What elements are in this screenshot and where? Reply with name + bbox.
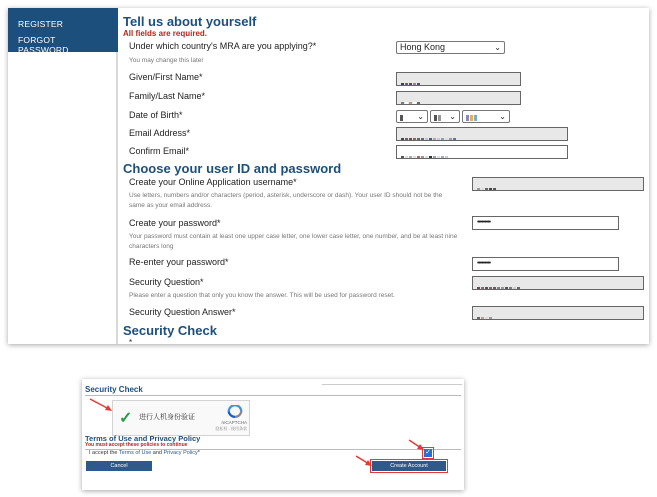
divider [85, 395, 461, 396]
redacted-value [401, 76, 421, 82]
cancel-button[interactable]: Cancel [86, 461, 152, 471]
account-title: Choose your user ID and password [123, 161, 342, 176]
accept-terms-text [89, 450, 200, 456]
country-question-label: Under which country's MRA are you applying?* [129, 41, 317, 51]
country-select-value: Hong Kong [400, 42, 446, 52]
privacy-policy-link[interactable]: Privacy Policy [163, 450, 198, 456]
form-content [120, 8, 649, 344]
given-name-input[interactable] [396, 72, 521, 86]
required-note: All fields are required. [123, 29, 208, 38]
registration-form-panel [8, 8, 649, 344]
create-account-button[interactable]: Create Account [372, 461, 446, 471]
about-title: Tell us about yourself [123, 14, 257, 29]
reenter-password-label: Re-enter your password* [129, 257, 229, 267]
security-answer-input[interactable] [472, 306, 644, 320]
terms-of-use-link[interactable]: Terms of Use [118, 450, 152, 456]
password-value: ••••••••• [477, 219, 491, 226]
recaptcha-terms: 隐私权 - 使用条款 [215, 426, 247, 431]
sidebar-item-register[interactable]: REGISTER [18, 19, 64, 29]
password-input[interactable] [472, 216, 619, 230]
recaptcha-logo-icon [226, 405, 244, 418]
username-hint: Use letters, numbers and/or characters (period, asterisk, underscore or dash). Your user ID should not be the same as your email address. [129, 192, 443, 210]
security-question-hint: Please enter a question that only you know the answer. This will be used for password reset. [129, 292, 395, 299]
chevron-down-icon: ⌄ [494, 43, 501, 52]
family-name-input[interactable] [396, 91, 521, 105]
redacted-value [477, 310, 493, 316]
red-arrow-icon [88, 397, 114, 413]
chevron-down-icon: ⌄ [449, 112, 456, 121]
dob-label: Date of Birth* [129, 110, 183, 120]
accept-terms-checkbox[interactable]: ✓ [425, 449, 431, 456]
reenter-password-value: ••••••••• [477, 260, 491, 267]
sidebar-item-forgot-password[interactable]: FORGOT PASSWORD [18, 35, 69, 55]
redacted-value [400, 113, 404, 119]
recaptcha-widget[interactable] [112, 400, 250, 436]
redacted-value [401, 131, 457, 137]
security-check-asterisk: * [129, 338, 133, 344]
sidebar [8, 8, 118, 344]
accept-and: and [151, 450, 164, 456]
bottom-security-title: Security Check [85, 385, 143, 394]
redacted-value [466, 113, 478, 119]
account-submit-panel [82, 379, 464, 490]
confirm-email-label: Confirm Email* [129, 146, 190, 156]
terms-required-note: You must accept these policies to continue [85, 442, 188, 448]
username-label: Create your Online Application username* [129, 177, 297, 187]
accept-suffix: * [197, 450, 200, 456]
redacted-value [401, 149, 449, 155]
divider [322, 384, 462, 385]
country-select[interactable] [396, 41, 505, 54]
chevron-down-icon: ⌄ [499, 112, 506, 121]
dob-year-select[interactable] [462, 110, 510, 123]
security-check-title: Security Check [123, 323, 217, 338]
checkmark-icon: ✓ [119, 410, 133, 427]
password-label: Create your password* [129, 218, 221, 228]
accept-prefix: I accept the [89, 450, 119, 456]
redacted-value [434, 113, 442, 119]
security-question-label: Security Question* [129, 277, 204, 287]
recaptcha-label: 进行人机身份验证 [139, 414, 195, 421]
email-input[interactable] [396, 127, 568, 141]
redacted-value [477, 181, 497, 187]
password-hint: Your password must contain at least one upper case letter, one lower case letter, one number, and be at least nine characters long [129, 233, 458, 251]
terms-title: Terms of Use and Privacy Policy [85, 434, 201, 443]
reenter-password-input[interactable] [472, 257, 619, 271]
username-input[interactable] [472, 177, 644, 191]
country-hint: You may change this later [129, 57, 204, 64]
redacted-value [477, 280, 521, 286]
recaptcha-name: reCAPTCHA [221, 420, 247, 425]
dob-month-select[interactable] [430, 110, 460, 123]
redacted-value [401, 95, 421, 101]
given-name-label: Given/First Name* [129, 72, 203, 82]
security-answer-label: Security Question Answer* [129, 307, 236, 317]
sidebar-divider [116, 52, 118, 344]
family-name-label: Family/Last Name* [129, 91, 206, 101]
dob-day-select[interactable] [396, 110, 428, 123]
email-label: Email Address* [129, 128, 191, 138]
security-question-input[interactable] [472, 276, 644, 290]
sidebar-nav [8, 8, 118, 55]
confirm-email-input[interactable] [396, 145, 568, 159]
chevron-down-icon: ⌄ [417, 112, 424, 121]
